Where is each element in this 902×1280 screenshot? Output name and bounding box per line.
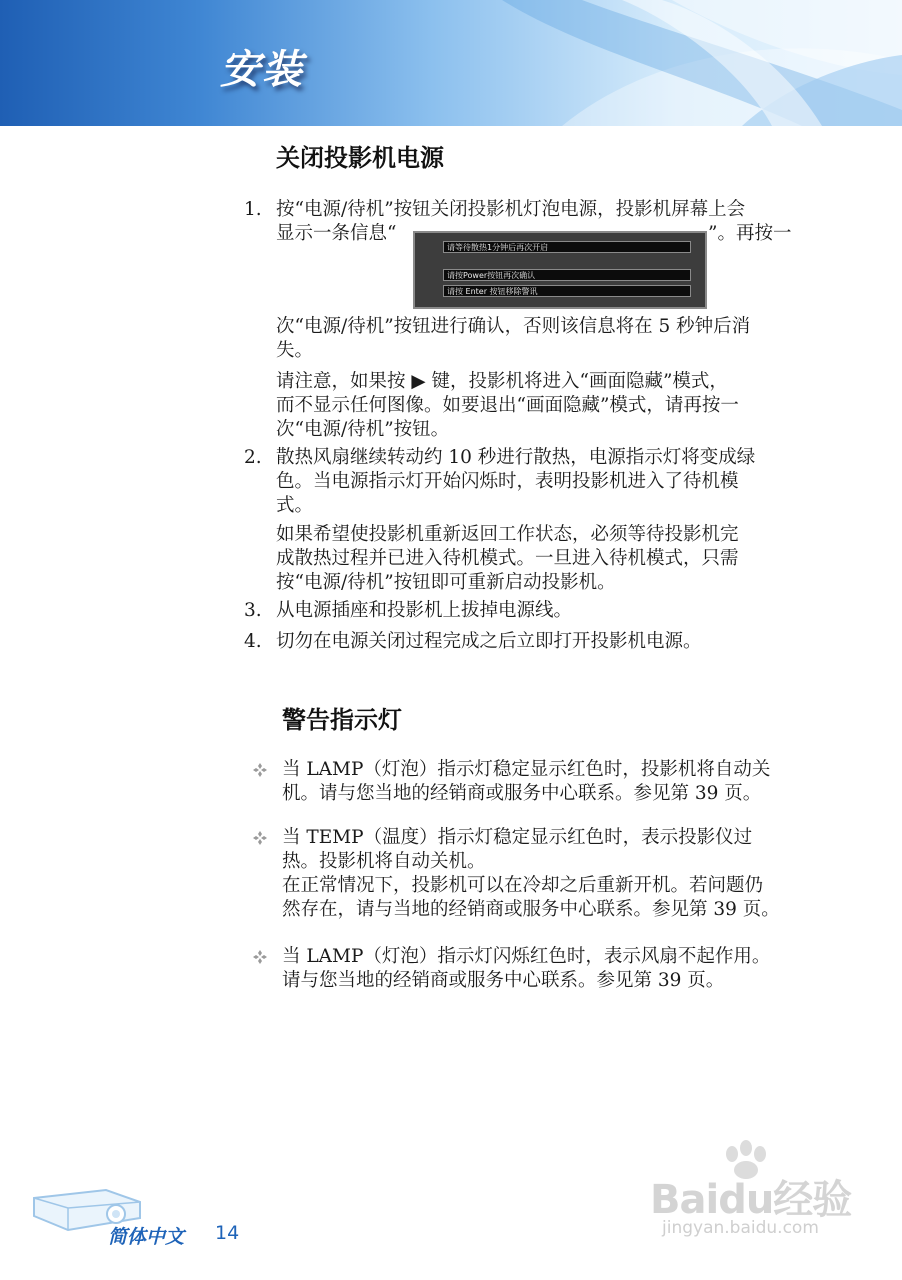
section-heading-power-off: 关闭投影机电源 <box>276 144 444 172</box>
item-number: 3. <box>244 600 262 621</box>
osd-line: 请按Power按钮再次确认 <box>443 269 691 281</box>
section-heading-warning-lights: 警告指示灯 <box>282 706 402 734</box>
warning-2-line: 在正常情况下，投影机可以在冷却之后重新开机。若问题仍 <box>282 875 764 896</box>
item-1-line: 次“电源/待机”按钮。 <box>276 419 450 440</box>
footer-language: 简体中文 <box>108 1226 185 1248</box>
item-2-line: 如果希望使投影机重新返回工作状态，必须等待投影机完 <box>276 524 739 545</box>
item-1-line: 请注意，如果按 ▶ 键，投影机将进入“画面隐藏”模式， <box>276 371 728 392</box>
watermark-url: jingyan.baidu.com <box>662 1218 819 1238</box>
warning-1-line: 机。请与您当地的经销商或服务中心联系。参见第 39 页。 <box>282 783 762 804</box>
osd-line: 请按 Enter 按钮移除警讯 <box>443 285 691 297</box>
diamond-bullet-icon <box>252 830 268 846</box>
item-1-line: ”。再按一 <box>708 223 792 244</box>
warning-2-line: 然存在，请与当地的经销商或服务中心联系。参见第 39 页。 <box>282 899 780 920</box>
item-2-line: 散热风扇继续转动约 10 秒进行散热，电源指示灯将变成绿 <box>276 447 756 468</box>
petal-decoration-icon <box>442 0 902 126</box>
item-4-line: 切勿在电源关闭过程完成之后立即打开投影机电源。 <box>276 631 702 652</box>
item-2-line: 色。当电源指示灯开始闪烁时，表明投影机进入了待机模 <box>276 471 739 492</box>
warning-3-line: 请与您当地的经销商或服务中心联系。参见第 39 页。 <box>282 970 725 991</box>
item-2-line: 式。 <box>276 495 314 516</box>
diamond-bullet-icon <box>252 949 268 965</box>
watermark-logo: Baidu经验 <box>650 1177 852 1223</box>
item-2-line: 按“电源/待机”按钮即可重新启动投影机。 <box>276 572 616 593</box>
header-banner <box>0 0 902 126</box>
item-1-line: 次“电源/待机”按钮进行确认，否则该信息将在 5 秒钟后消 <box>276 316 751 337</box>
item-number: 4. <box>244 631 262 652</box>
item-number: 2. <box>244 447 262 468</box>
item-1-line: 而不显示任何图像。如要退出“画面隐藏”模式，请再按一 <box>276 395 739 416</box>
item-3-line: 从电源插座和投影机上拔掉电源线。 <box>276 600 573 621</box>
item-1-line: 显示一条信息“ <box>276 223 397 244</box>
item-1-line: 按“电源/待机”按钮关闭投影机灯泡电源，投影机屏幕上会 <box>276 199 746 220</box>
warning-1-line: 当 LAMP（灯泡）指示灯稳定显示红色时，投影机将自动关 <box>282 759 771 780</box>
warning-3-line: 当 LAMP（灯泡）指示灯闪烁红色时，表示风扇不起作用。 <box>282 946 771 967</box>
warning-2-line: 热。投影机将自动关机。 <box>282 851 486 872</box>
warning-2-line: 当 TEMP（温度）指示灯稳定显示红色时，表示投影仪过 <box>282 827 753 848</box>
diamond-bullet-icon <box>252 762 268 778</box>
item-1-line: 失。 <box>276 340 314 361</box>
osd-line: 请等待散热1分钟后再次开启 <box>443 241 691 253</box>
osd-message-screenshot <box>413 231 707 309</box>
item-2-line: 成散热过程并已进入待机模式。一旦进入待机模式，只需 <box>276 548 739 569</box>
item-number: 1. <box>244 199 262 220</box>
footer-page-number: 14 <box>215 1222 240 1244</box>
header-title: 安装 <box>220 47 304 93</box>
